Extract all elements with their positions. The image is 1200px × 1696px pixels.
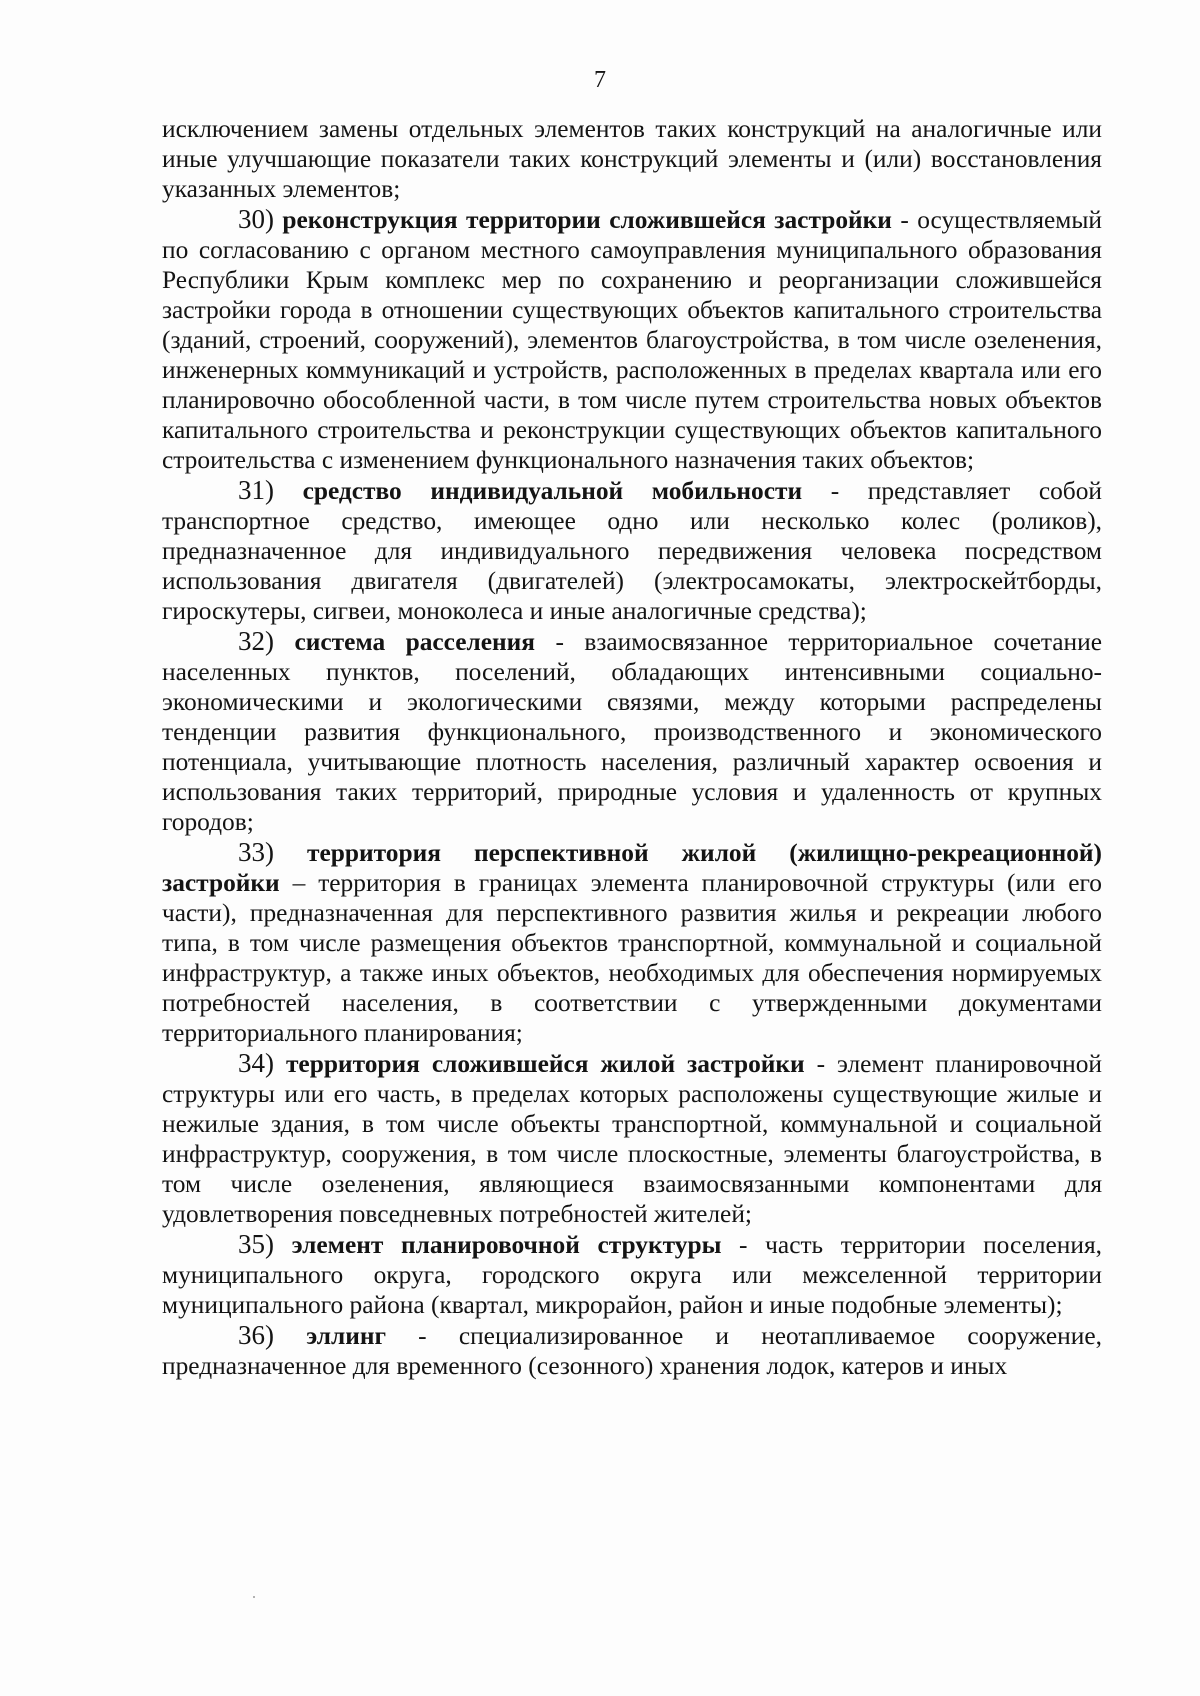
term-definition: территория в границах элемента планировочной структуры (или его части), предназначенная для перспективного развития жилья и рекреации любого типа, в том числе размещения объектов транспортной, коммунальной и социальной инфраструктур, а также иных объектов, необходимых для обеспечения нормируемых потребностей населения, в соответствии с утвержденными документами территориального планирования;	[162, 869, 1103, 1047]
item-number: 30)	[238, 204, 274, 234]
definition-item-36	[162, 1320, 1102, 1381]
item-number: 35)	[238, 1229, 274, 1259]
defined-term: территория сложившейся жилой застройки	[285, 1050, 805, 1078]
definition-item-30	[162, 204, 1102, 475]
definition-item-34	[162, 1048, 1102, 1229]
scan-speck	[253, 1596, 255, 1598]
term-definition: представляет собой транспортное средство, имеющее одно или несколько колес (роликов), предназначенное для индивидуального передвижения человека посредством использования двигателя (двигателей) (электросамокаты, электроскейтборды, гироскутеры, сигвеи, моноколеса и иные аналогичные средства);	[162, 477, 1102, 625]
term-definition: элемент планировочной структуры или его часть, в пределах которых расположены существующие жилые и нежилые здания, в том числе объекты транспортной, коммунальной и социальной инфраструктур, сооружения, в том числе плоскостные, элементы благоустройства, в том числе озеленения, являющиеся взаимосвязанными компонентами для удовлетворения повседневных потребностей жителей;	[162, 1050, 1102, 1228]
defined-term: средство индивидуальной мобильности	[302, 477, 803, 505]
defined-term: система расселения	[294, 628, 536, 656]
term-separator: –	[279, 869, 319, 897]
term-separator: -	[721, 1231, 766, 1259]
term-separator: -	[535, 628, 585, 656]
item-number: 36)	[238, 1320, 274, 1350]
item-number: 34)	[238, 1048, 274, 1078]
defined-term: элемент планировочной структуры	[291, 1231, 722, 1259]
term-definition: взаимосвязанное территориальное сочетание населенных пунктов, поселений, обладающих интенсивными социально-экономическими и экологическими связями, между которыми распределены тенденции развития функционального, производственного и экономического потенциала, учитывающие плотность населения, различный характер освоения и использования таких территорий, природные условия и удаленность от крупных городов;	[162, 628, 1102, 836]
item-number: 33)	[238, 837, 274, 867]
term-definition: осуществляемый по согласованию с органом местного самоуправления муниципального образования Республики Крым комплекс мер по сохранению и реорганизации сложившейся застройки города в отношении существующих объектов капитального строительства (зданий, строений, сооружений), элементов благоустройства, в том числе озеленения, инженерных коммуникаций и устройств, расположенных в пределах квартала или его планировочно обособленной части, в том числе путем строительства новых объектов капитального строительства и реконструкции существующих объектов капитального строительства с изменением функционального назначения таких объектов;	[162, 206, 1102, 474]
definition-item-31	[162, 475, 1102, 626]
continuation-paragraph: исключением замены отдельных элементов таких конструкций на аналогичные или иные улучшающие показатели таких конструкций элементы и (или) восстановления указанных элементов;	[162, 115, 1102, 203]
definition-item-32	[162, 626, 1102, 837]
term-separator: -	[385, 1322, 459, 1350]
defined-term: территория перспективной жилой (жилищно-рекреационной) застройки	[162, 839, 1102, 897]
term-definition: часть территории поселения, муниципального округа, городского округа или межселенной территории муниципального района (квартал, микрорайон, район и иные подобные элементы);	[162, 1231, 1102, 1319]
page-number: 7	[594, 67, 606, 93]
definition-item-35	[162, 1229, 1102, 1320]
term-separator: -	[802, 477, 868, 505]
term-definition: специализированное и неотапливаемое сооружение, предназначенное для временного (сезонного) хранения лодок, катеров и иных	[162, 1322, 1102, 1380]
document-body	[162, 114, 1102, 1381]
definition-item-33	[162, 837, 1102, 1048]
defined-term: эллинг	[306, 1322, 386, 1350]
term-separator: -	[891, 206, 918, 234]
item-number: 32)	[238, 626, 274, 656]
term-separator: -	[804, 1050, 838, 1078]
defined-term: реконструкция территории сложившейся застройки	[282, 206, 892, 234]
item-number: 31)	[238, 475, 274, 505]
